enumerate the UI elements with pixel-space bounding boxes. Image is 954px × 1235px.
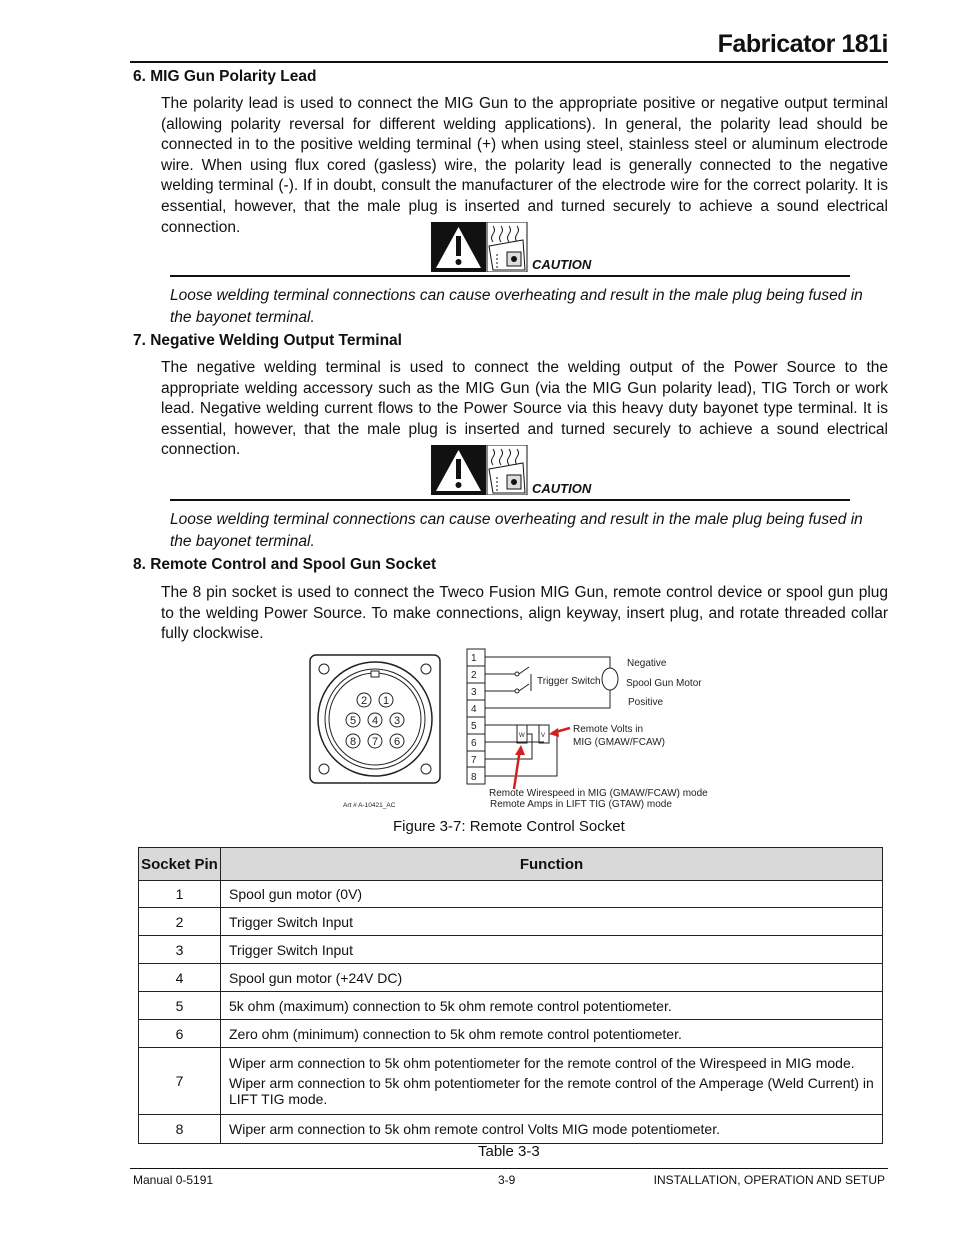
trigger-switch-label: Trigger Switch: [537, 676, 601, 687]
function-cell: [221, 1048, 883, 1115]
function-text: Wiper arm connection to 5k ohm potentiometer for the remote control of the Wirespeed in MIG mode.: [229, 1055, 855, 1071]
strip-pin-label: 6: [471, 738, 477, 749]
title-divider: [130, 61, 888, 63]
caution-label: CAUTION: [532, 257, 592, 272]
footer-section-title: INSTALLATION, OPERATION AND SETUP: [653, 1173, 885, 1187]
column-header-function: Function: [221, 848, 883, 881]
section-8-heading: 8. Remote Control and Spool Gun Socket: [133, 556, 437, 573]
table-row: [139, 881, 883, 908]
strip-pin-label: 5: [471, 721, 477, 732]
remote-volts-label-2: MIG (GMAW/FCAW): [573, 737, 666, 748]
column-header-socket-pin: Socket Pin: [139, 848, 221, 881]
function-cell: [221, 1020, 883, 1048]
pot-w-label: W: [519, 733, 525, 739]
socket-pin-label: 8: [349, 736, 357, 748]
socket-pin-label: 5: [349, 715, 357, 727]
socket-pin-label: 4: [371, 715, 379, 727]
section-6-heading: 6. MIG Gun Polarity Lead: [133, 68, 317, 85]
pin-number-cell: 7: [139, 1048, 221, 1115]
function-cell: [221, 908, 883, 936]
socket-pin-table: [138, 847, 883, 1144]
table-row: [139, 1115, 883, 1144]
footer-divider: [130, 1168, 888, 1169]
section-7-body: The negative welding terminal is used to connect the welding output of the Power Source to the appropriate welding accessory such as the MIG Gun (via the MIG Gun polarity lead), TIG Torch or work lead. Negative welding current flows to the Power Source via this heavy duty bayonet type terminal. It is essential, however, that the male plug is inserted and turned securely to achieve a sound electrical connection.: [161, 359, 888, 459]
table-caption: Table 3-3: [478, 1143, 540, 1160]
function-text: Spool gun motor (+24V DC): [229, 969, 403, 986]
remote-control-socket-figure: [300, 645, 720, 815]
section-7-heading: 7. Negative Welding Output Terminal: [133, 332, 402, 349]
page-title: Fabricator 181i: [717, 30, 888, 58]
caution-divider: [170, 275, 850, 277]
table-row: [139, 908, 883, 936]
footer-page-number: 3-9: [498, 1173, 516, 1187]
socket-pin-label: 7: [371, 736, 379, 748]
remote-wirespeed-label: Remote Wirespeed in MIG (GMAW/FCAW) mode: [489, 788, 708, 799]
caution-warning-icon: [431, 222, 531, 272]
pin-number-cell: 5: [139, 992, 221, 1020]
figure-caption: Figure 3-7: Remote Control Socket: [393, 818, 625, 835]
caution-text: Loose welding terminal connections can cause overheating and result in the male plug being fused in the bayonet terminal.: [170, 511, 863, 550]
caution-label: CAUTION: [532, 481, 592, 496]
function-cell: [221, 992, 883, 1020]
negative-label: Negative: [627, 658, 667, 669]
socket-pin-label: 1: [382, 695, 390, 707]
pin-number-cell: 2: [139, 908, 221, 936]
footer-manual-number: Manual 0-5191: [133, 1173, 214, 1187]
table-header-row: [139, 848, 883, 881]
pin-number-cell: 3: [139, 936, 221, 964]
caution-warning-icon: [431, 445, 531, 495]
strip-pin-label: 2: [471, 670, 477, 681]
socket-pin-label: 6: [393, 736, 401, 748]
remote-amps-label: Remote Amps in LIFT TIG (GTAW) mode: [490, 799, 672, 810]
table-row: [139, 1048, 883, 1115]
pin-number-cell: 8: [139, 1115, 221, 1144]
function-text: 5k ohm (maximum) connection to 5k ohm remote control potentiometer.: [229, 997, 672, 1014]
strip-pin-label: 4: [471, 704, 477, 715]
table-row: [139, 964, 883, 992]
table-row: [139, 936, 883, 964]
pin-number-cell: 4: [139, 964, 221, 992]
function-text: Trigger Switch Input: [229, 941, 353, 958]
positive-label: Positive: [628, 697, 664, 708]
function-cell: [221, 936, 883, 964]
remote-volts-label-1: Remote Volts in: [573, 724, 644, 735]
table-row: [139, 992, 883, 1020]
strip-pin-label: 1: [471, 653, 477, 664]
function-cell: [221, 1115, 883, 1144]
socket-pin-label: 3: [393, 715, 401, 727]
spool-motor-label: Spool Gun Motor: [626, 678, 702, 689]
strip-pin-label: 7: [471, 755, 477, 766]
function-cell: [221, 964, 883, 992]
function-text: Wiper arm connection to 5k ohm remote control Volts MIG mode potentiometer.: [229, 1121, 720, 1137]
function-text: Zero ohm (minimum) connection to 5k ohm remote control potentiometer.: [229, 1025, 682, 1042]
function-text: Trigger Switch Input: [229, 913, 353, 930]
section-8-body: The 8 pin socket is used to connect the Tweco Fusion MIG Gun, remote control device or spool gun plug to the welding Power Source. To make connections, align keyway, insert plug, and rotate threaded collar fully clockwise.: [161, 584, 888, 643]
strip-pin-label: 8: [471, 772, 477, 783]
function-text: Spool gun motor (0V): [229, 886, 363, 902]
strip-pin-label: 3: [471, 687, 477, 698]
section-6-body: The polarity lead is used to connect the MIG Gun to the appropriate positive or negative output terminal (allowing polarity reversal for different welding applications). In general, the polarity lead should be connected in to the positive welding terminal (+) when using steel, stainless steel or aluminum electrode wire. When using flux cored (gasless) wire, the polarity lead is generally connected to the negative welding terminal (-). If in doubt, consult the manufacturer of the electrode wire for the correct polarity. It is essential, however, that the male plug is inserted and turned securely to achieve a sound electrical connection.: [161, 95, 888, 236]
art-number: Art # A-10421_AC: [343, 802, 396, 809]
caution-divider: [170, 499, 850, 501]
pin-number-cell: 1: [139, 881, 221, 908]
function-cell: [221, 881, 883, 908]
table-row: [139, 1020, 883, 1048]
caution-text: Loose welding terminal connections can cause overheating and result in the male plug being fused in the bayonet terminal.: [170, 287, 863, 326]
pin-number-cell: 6: [139, 1020, 221, 1048]
pot-v-label: V: [541, 733, 546, 739]
function-text: Wiper arm connection to 5k ohm potentiometer for the remote control of the Amperage (Weld Current) in LIFT TIG mode.: [229, 1075, 874, 1107]
socket-pin-label: 2: [360, 695, 368, 707]
